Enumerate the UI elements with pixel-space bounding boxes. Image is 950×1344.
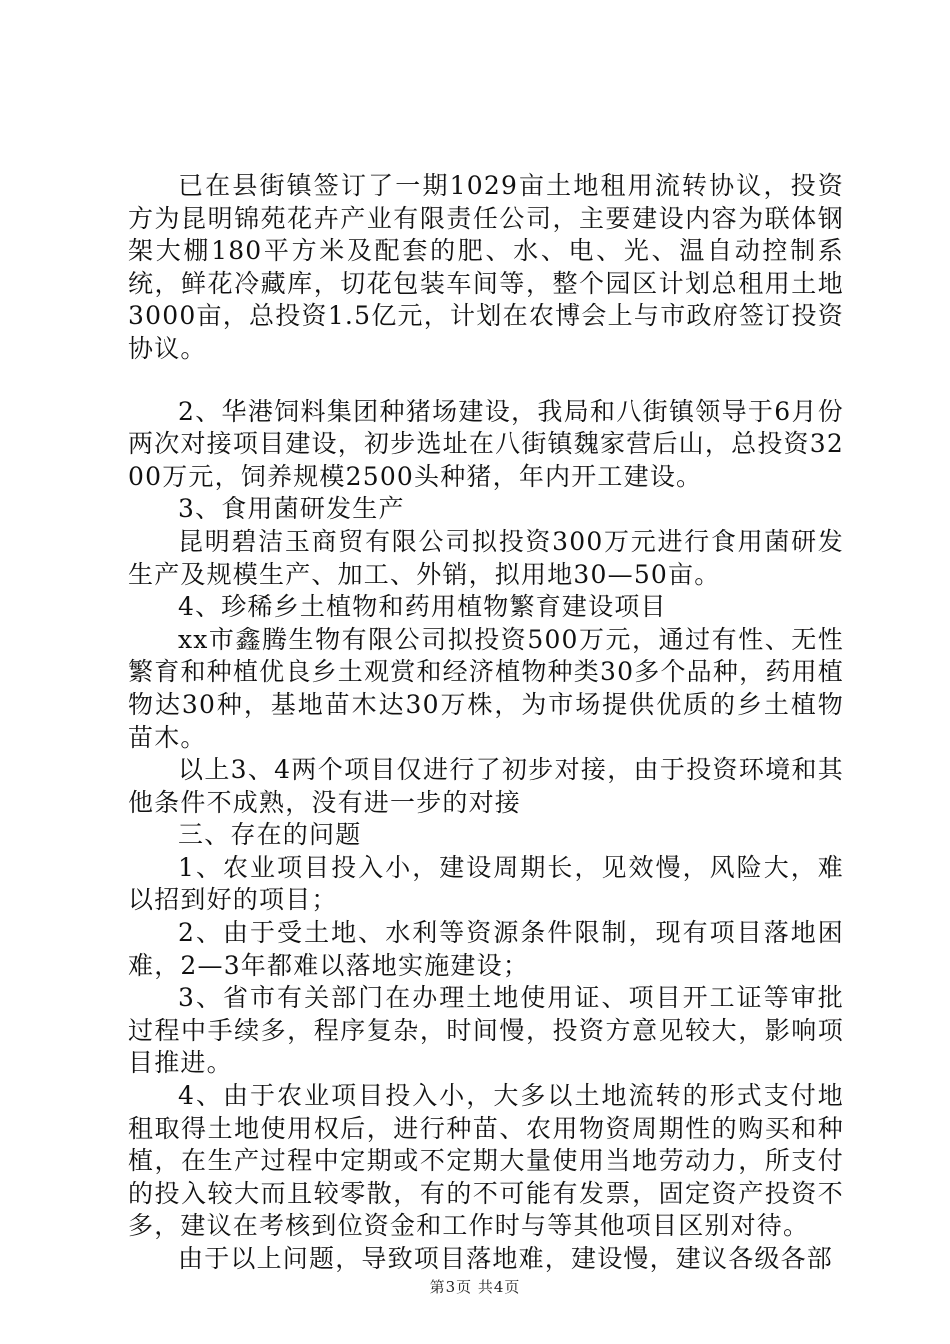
section-heading-problems: 三、存在的问题 xyxy=(178,820,362,850)
paragraph-mushroom: 昆明碧洁玉商贸有限公司拟投资300万元进行食用菌研发生产及规模生产、加工、外销，拟用地30—50亩。 xyxy=(128,526,844,589)
problem-item-3: 3、省市有关部门在办理土地使用证、项目开工证等审批过程中手续多，程序复杂，时间慢，投资方意见较大，影响项目推进。 xyxy=(128,983,844,1078)
problem-item-1: 1、农业项目投入小，建设周期长，见效慢，风险大，难以招到好的项目； xyxy=(128,852,844,915)
page-number-footer: 第3页 共4页 xyxy=(429,1278,521,1296)
paragraph-pig-farm: 2、华港饲料集团种猪场建设，我局和八街镇领导于6月份两次对接项目建设，初步选址在八街镇魏家营后山，总投资3200万元，饲养规模2500头种猪，年内开工建设。 xyxy=(128,396,844,491)
paragraph-conclusion: 由于以上问题，导致项目落地难，建设慢，建议各级各部 xyxy=(178,1244,834,1273)
problem-item-4: 4、由于农业项目投入小，大多以土地流转的形式支付地租取得土地使用权后，进行种苗、农用物资周期性的购买和种植，在生产过程中定期或不定期大量使用当地劳动力，所支付的投入较大而且较零散，有的不可能有发票，固定资产投资不多，建议在考核到位资金和工作时与等其他项目区别对待。 xyxy=(128,1081,844,1241)
problem-item-2: 2、由于受土地、水利等资源条件限制，现有项目落地困难，2—3年都难以落地实施建设； xyxy=(128,918,844,980)
paragraph-land-lease: 已在县街镇签订了一期1029亩土地租用流转协议，投资方为昆明锦苑花卉产业有限责任公司，主要建设内容为联体钢架大棚180平方米及配套的肥、水、电、光、温自动控制系统，鲜花冷藏库，切花包装车间等，整个园区计划总租用土地3000亩，总投资1.5亿元，计划在农博会上与市政府签订投资协议。 xyxy=(128,171,844,363)
heading-rare-plants: 4、珍稀乡土植物和药用植物繁育建设项目 xyxy=(178,592,667,622)
paragraph-rare-plants: xx市鑫腾生物有限公司拟投资500万元，通过有性、无性繁育和种植优良乡土观赏和经济植物种类30多个品种，药用植物达30种，基地苗木达30万株，为市场提供优质的乡土植物苗木。 xyxy=(128,624,844,752)
document-body xyxy=(128,170,844,1276)
heading-mushroom: 3、食用菌研发生产 xyxy=(178,494,405,524)
paragraph-summary: 以上3、4两个项目仅进行了初步对接，由于投资环境和其他条件不成熟，没有进一步的对接 xyxy=(128,755,844,817)
